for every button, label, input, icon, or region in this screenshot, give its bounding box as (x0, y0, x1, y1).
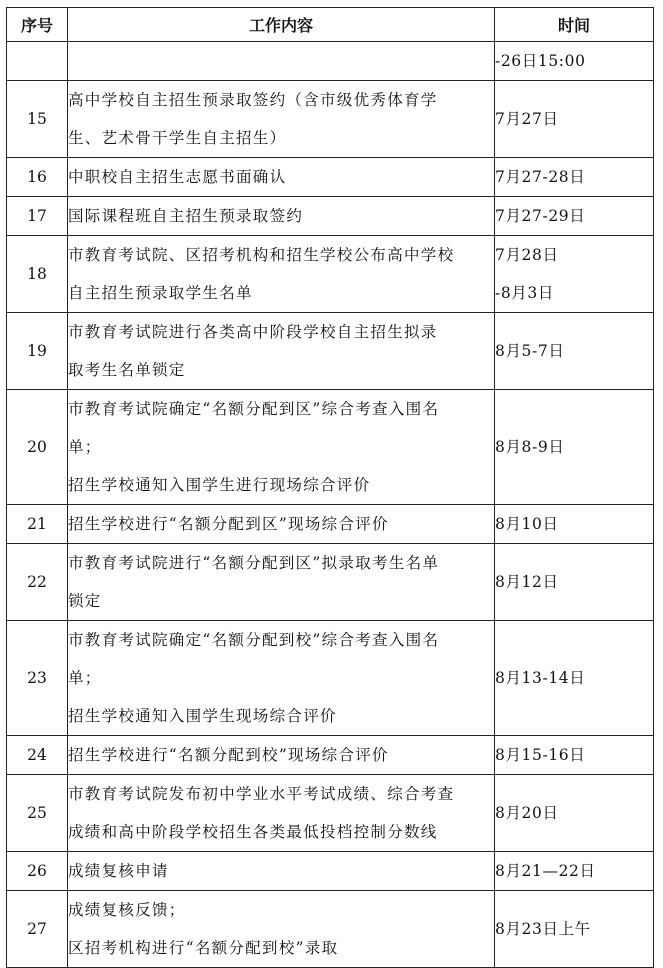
time-line: 8月21—22日 (495, 862, 596, 880)
row-content (68, 544, 495, 621)
row-time (495, 236, 654, 313)
row-num: 26 (7, 852, 68, 891)
row-num: 21 (7, 505, 68, 544)
header-content: 工作内容 (68, 8, 495, 42)
content-line: 成绩和高中阶段学校招生各类最低投档控制分数线 (68, 823, 438, 841)
row-time (495, 775, 654, 852)
table-row (7, 313, 654, 390)
time-line: 7月27日 (495, 110, 559, 128)
row-content (68, 81, 495, 158)
time-line: 8月13-14日 (495, 669, 586, 687)
table-row (7, 775, 654, 852)
content-line: 招生学校通知入围学生现场综合评价 (68, 707, 337, 725)
content-line: 市教育考试院进行各类高中阶段学校自主招生拟录 (68, 323, 438, 341)
row-time (495, 197, 654, 236)
table-row (7, 891, 654, 968)
row-time (495, 81, 654, 158)
row-num: 27 (7, 891, 68, 968)
row-num: 18 (7, 236, 68, 313)
row-content (68, 390, 495, 505)
row-time (495, 621, 654, 736)
time-line: 7月27-28日 (495, 168, 586, 186)
content-line: 招生学校通知入围学生进行现场综合评价 (68, 476, 371, 494)
header-num: 序号 (7, 8, 68, 42)
content-line: 锁定 (68, 592, 102, 610)
row-content (68, 236, 495, 313)
content-line: 市教育考试院确定“名额分配到校”综合考查入围名 (68, 631, 440, 649)
content-line: 取考生名单锁定 (68, 361, 186, 379)
row-content (68, 313, 495, 390)
row-num: 19 (7, 313, 68, 390)
time-line: 8月20日 (495, 804, 559, 822)
row-content (68, 852, 495, 891)
row-time (495, 736, 654, 775)
row-content (68, 42, 495, 81)
row-num: 15 (7, 81, 68, 158)
content-line: 成绩复核反馈； (68, 901, 186, 919)
row-num: 20 (7, 390, 68, 505)
row-time (495, 852, 654, 891)
table-row (7, 505, 654, 544)
table-row (7, 197, 654, 236)
time-line: 7月27-29日 (495, 207, 586, 225)
content-line: 区招考机构进行“名额分配到校”录取 (68, 939, 339, 957)
table-header-row (7, 8, 654, 42)
row-time (495, 42, 654, 81)
table-row (7, 736, 654, 775)
time-line: -8月3日 (495, 284, 554, 302)
table-row (7, 544, 654, 621)
row-time (495, 158, 654, 197)
row-num: 16 (7, 158, 68, 197)
time-line: 8月23日上午 (495, 920, 591, 938)
row-num: 22 (7, 544, 68, 621)
content-line: 高中学校自主招生预录取签约（含市级优秀体育学 (68, 91, 438, 109)
header-time: 时间 (495, 8, 654, 42)
time-line: 8月8-9日 (495, 438, 565, 456)
content-line: 生、艺术骨干学生自主招生） (68, 129, 287, 147)
row-time (495, 505, 654, 544)
row-num: 24 (7, 736, 68, 775)
content-line: 成绩复核申请 (68, 862, 169, 880)
row-content (68, 775, 495, 852)
content-line: 招生学校进行“名额分配到校”现场综合评价 (68, 746, 389, 764)
content-line: 市教育考试院进行“名额分配到区”拟录取考生名单 (68, 554, 440, 572)
content-line: 招生学校进行“名额分配到区”现场综合评价 (68, 515, 389, 533)
table-row (7, 158, 654, 197)
table-row (7, 621, 654, 736)
row-content (68, 891, 495, 968)
content-line: 单； (68, 669, 102, 687)
table-row (7, 390, 654, 505)
row-content (68, 158, 495, 197)
row-time (495, 891, 654, 968)
content-line: 市教育考试院发布初中学业水平考试成绩、综合考查 (68, 785, 455, 803)
time-line: 8月15-16日 (495, 746, 586, 764)
row-content (68, 505, 495, 544)
row-time (495, 544, 654, 621)
row-content (68, 621, 495, 736)
table-row (7, 81, 654, 158)
content-line: 市教育考试院、区招考机构和招生学校公布高中学校 (68, 246, 455, 264)
row-content (68, 197, 495, 236)
table-row (7, 236, 654, 313)
row-num: 17 (7, 197, 68, 236)
row-content (68, 736, 495, 775)
content-line: 国际课程班自主招生预录取签约 (68, 207, 304, 225)
time-line: -26日15:00 (495, 52, 586, 70)
time-line: 8月12日 (495, 573, 559, 591)
content-line: 中职校自主招生志愿书面确认 (68, 168, 287, 186)
schedule-table (6, 7, 654, 968)
content-line: 市教育考试院确定“名额分配到区”综合考查入围名 (68, 400, 440, 418)
row-num: 23 (7, 621, 68, 736)
time-line: 8月10日 (495, 515, 559, 533)
table-row (7, 42, 654, 81)
row-time (495, 313, 654, 390)
row-time (495, 390, 654, 505)
table-row (7, 852, 654, 891)
content-line: 自主招生预录取学生名单 (68, 284, 253, 302)
time-line: 7月28日 (495, 246, 559, 264)
row-num: 25 (7, 775, 68, 852)
time-line: 8月5-7日 (495, 342, 565, 360)
row-num (7, 42, 68, 81)
content-line: 单； (68, 438, 102, 456)
